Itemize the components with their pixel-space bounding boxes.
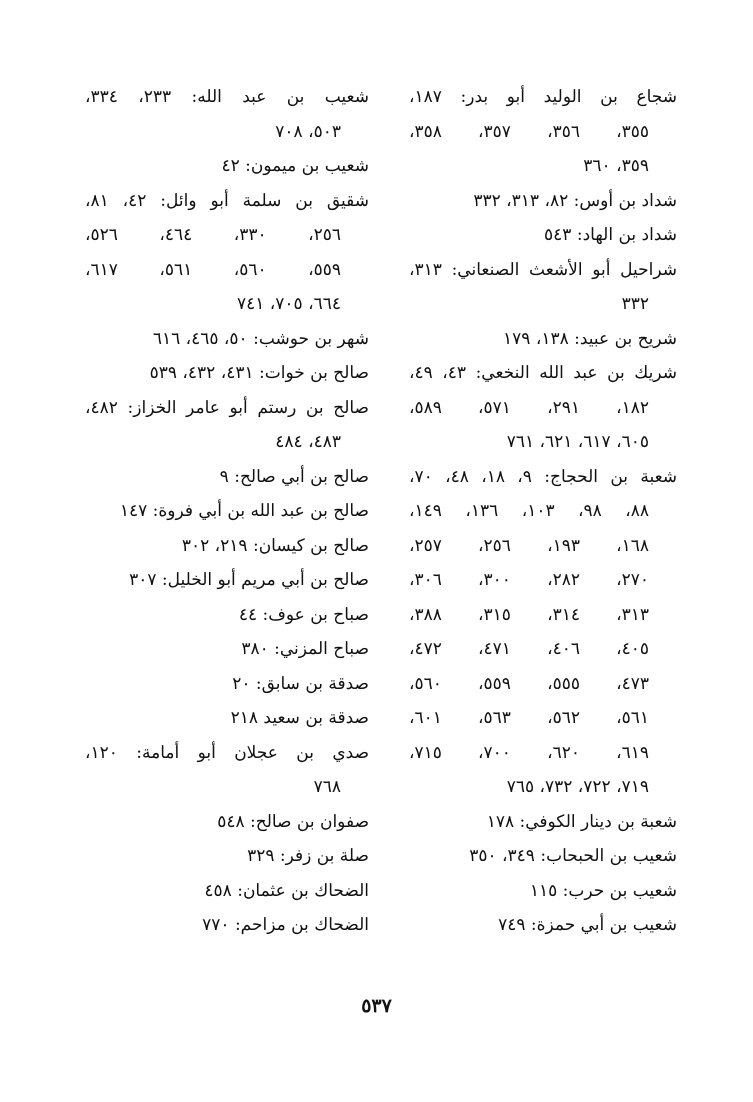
right-line-2: ٣٥٥، ٣٥٦، ٣٥٧، ٣٥٨، <box>409 121 649 142</box>
right-line-4: شداد بن أوس: ٨٢، ٣١٣، ٣٣٢ <box>473 190 677 211</box>
right-line-17: ٤٠٥، ٤٠٦، ٤٧١، ٤٧٢، <box>409 639 649 659</box>
right-line-25: شعيب بن أبي حمزة: ٧٤٩ <box>498 915 677 935</box>
right-line-19: ٥٦١، ٥٦٢، ٥٦٣، ٦٠١، <box>409 708 649 728</box>
right-line-20: ٦١٩، ٦٢٠، ٧٠٠، ٧١٥، <box>409 742 649 763</box>
left-line-7: ٦٦٤، ٧٠٥، ٧٤١ <box>237 294 341 314</box>
right-line-8: شريح بن عبيد: ١٣٨، ١٧٩ <box>503 328 677 349</box>
right-line-11: ٦٠٥، ٦١٧، ٦٢١، ٧٦١ <box>506 432 649 452</box>
right-column <box>409 80 677 943</box>
left-line-5: ٢٥٦، ٣٣٠، ٤٦٤، ٥٢٦، <box>85 225 342 245</box>
left-line-16: صباح بن عوف: ٤٤ <box>238 604 369 625</box>
right-line-10: ١٨٢، ٢٩١، ٥٧١، ٥٨٩، <box>409 397 649 418</box>
left-line-25: الضحاك بن مزاحم: ٧٧٠ <box>202 915 369 935</box>
left-line-2: ٥٠٣، ٧٠٨ <box>275 121 341 142</box>
left-column <box>85 80 369 943</box>
left-line-6: ٥٥٩، ٥٦٠، ٥٦١، ٦١٧، <box>85 259 342 280</box>
left-line-24: الضحاك بن عثمان: ٤٥٨ <box>204 880 369 901</box>
right-line-15: ٢٧٠، ٢٨٢، ٣٠٠، ٣٠٦، <box>409 570 649 590</box>
right-line-7: ٣٣٢ <box>621 294 649 314</box>
right-line-1: شجاع بن الوليد أبو بدر: ١٨٧، <box>409 87 677 107</box>
left-line-18: صدقة بن سابق: ٢٠ <box>232 673 369 694</box>
left-line-12: صالح بن أبي صالح: ٩ <box>219 466 369 487</box>
left-line-13: صالح بن عبد الله بن أبي فروة: ١٤٧ <box>119 501 369 521</box>
left-line-4: شقيق بن سلمة أبو وائل: ٤٢، ٨١، <box>85 190 369 211</box>
right-line-13: ٨٨، ٩٨، ١٠٣، ١٣٦، ١٤٩، <box>409 501 649 521</box>
left-line-22: صفوان بن صالح: ٥٤٨ <box>217 811 369 832</box>
left-line-11: ٤٨٣، ٤٨٤ <box>275 432 341 452</box>
right-line-24: شعيب بن حرب: ١١٥ <box>529 880 677 901</box>
right-line-3: ٣٥٩، ٣٦٠ <box>583 156 649 176</box>
left-line-21: ٧٦٨ <box>313 777 341 797</box>
left-line-23: صلة بن زفر: ٣٢٩ <box>247 846 369 866</box>
right-line-14: ١٦٨، ١٩٣، ٢٥٦، ٢٥٧، <box>409 535 649 556</box>
left-line-8: شهر بن حوشب: ٥٠، ٤٦٥، ٦١٦ <box>152 328 369 349</box>
right-line-21: ٧١٩، ٧٢٢، ٧٣٢، ٧٦٥ <box>506 777 649 797</box>
page-number: ٥٣٧ <box>361 995 392 1017</box>
right-line-12: شعبة بن الحجاج: ٩، ١٨، ٤٨، ٧٠، <box>409 466 678 487</box>
left-line-20: صدي بن عجلان أبو أمامة: ١٢٠، <box>85 742 369 763</box>
left-line-17: صباح المزني: ٣٨٠ <box>241 639 369 659</box>
right-line-22: شعبة بن دينار الكوفي: ١٧٨ <box>486 811 677 832</box>
left-line-9: صالح بن خوات: ٤٣١، ٤٣٢، ٥٣٩ <box>149 363 369 383</box>
left-line-1: شعيب بن عبد الله: ٢٣٣، ٣٣٤، <box>85 87 370 107</box>
left-line-3: شعيب بن ميمون: ٤٢ <box>221 156 369 176</box>
left-line-10: صالح بن رستم أبو عامر الخزاز: ٤٨٢، <box>85 397 369 418</box>
right-line-16: ٣١٣، ٣١٤، ٣١٥، ٣٨٨، <box>409 604 649 625</box>
right-line-18: ٤٧٣، ٥٥٥، ٥٥٩، ٥٦٠، <box>409 673 649 694</box>
right-line-6: شراحيل أبو الأشعث الصنعاني: ٣١٣، <box>409 259 677 280</box>
right-line-9: شريك بن عبد الله النخعي: ٤٣، ٤٩، <box>409 363 677 383</box>
left-line-19: صدقة بن سعيد ٢١٨ <box>230 708 369 728</box>
left-line-15: صالح بن أبي مريم أبو الخليل: ٣٠٧ <box>129 570 369 590</box>
right-line-23: شعيب بن الحبحاب: ٣٤٩، ٣٥٠ <box>469 846 677 866</box>
right-line-5: شداد بن الهاد: ٥٤٣ <box>544 225 677 245</box>
left-line-14: صالح بن كيسان: ٢١٩، ٣٠٢ <box>181 535 369 556</box>
